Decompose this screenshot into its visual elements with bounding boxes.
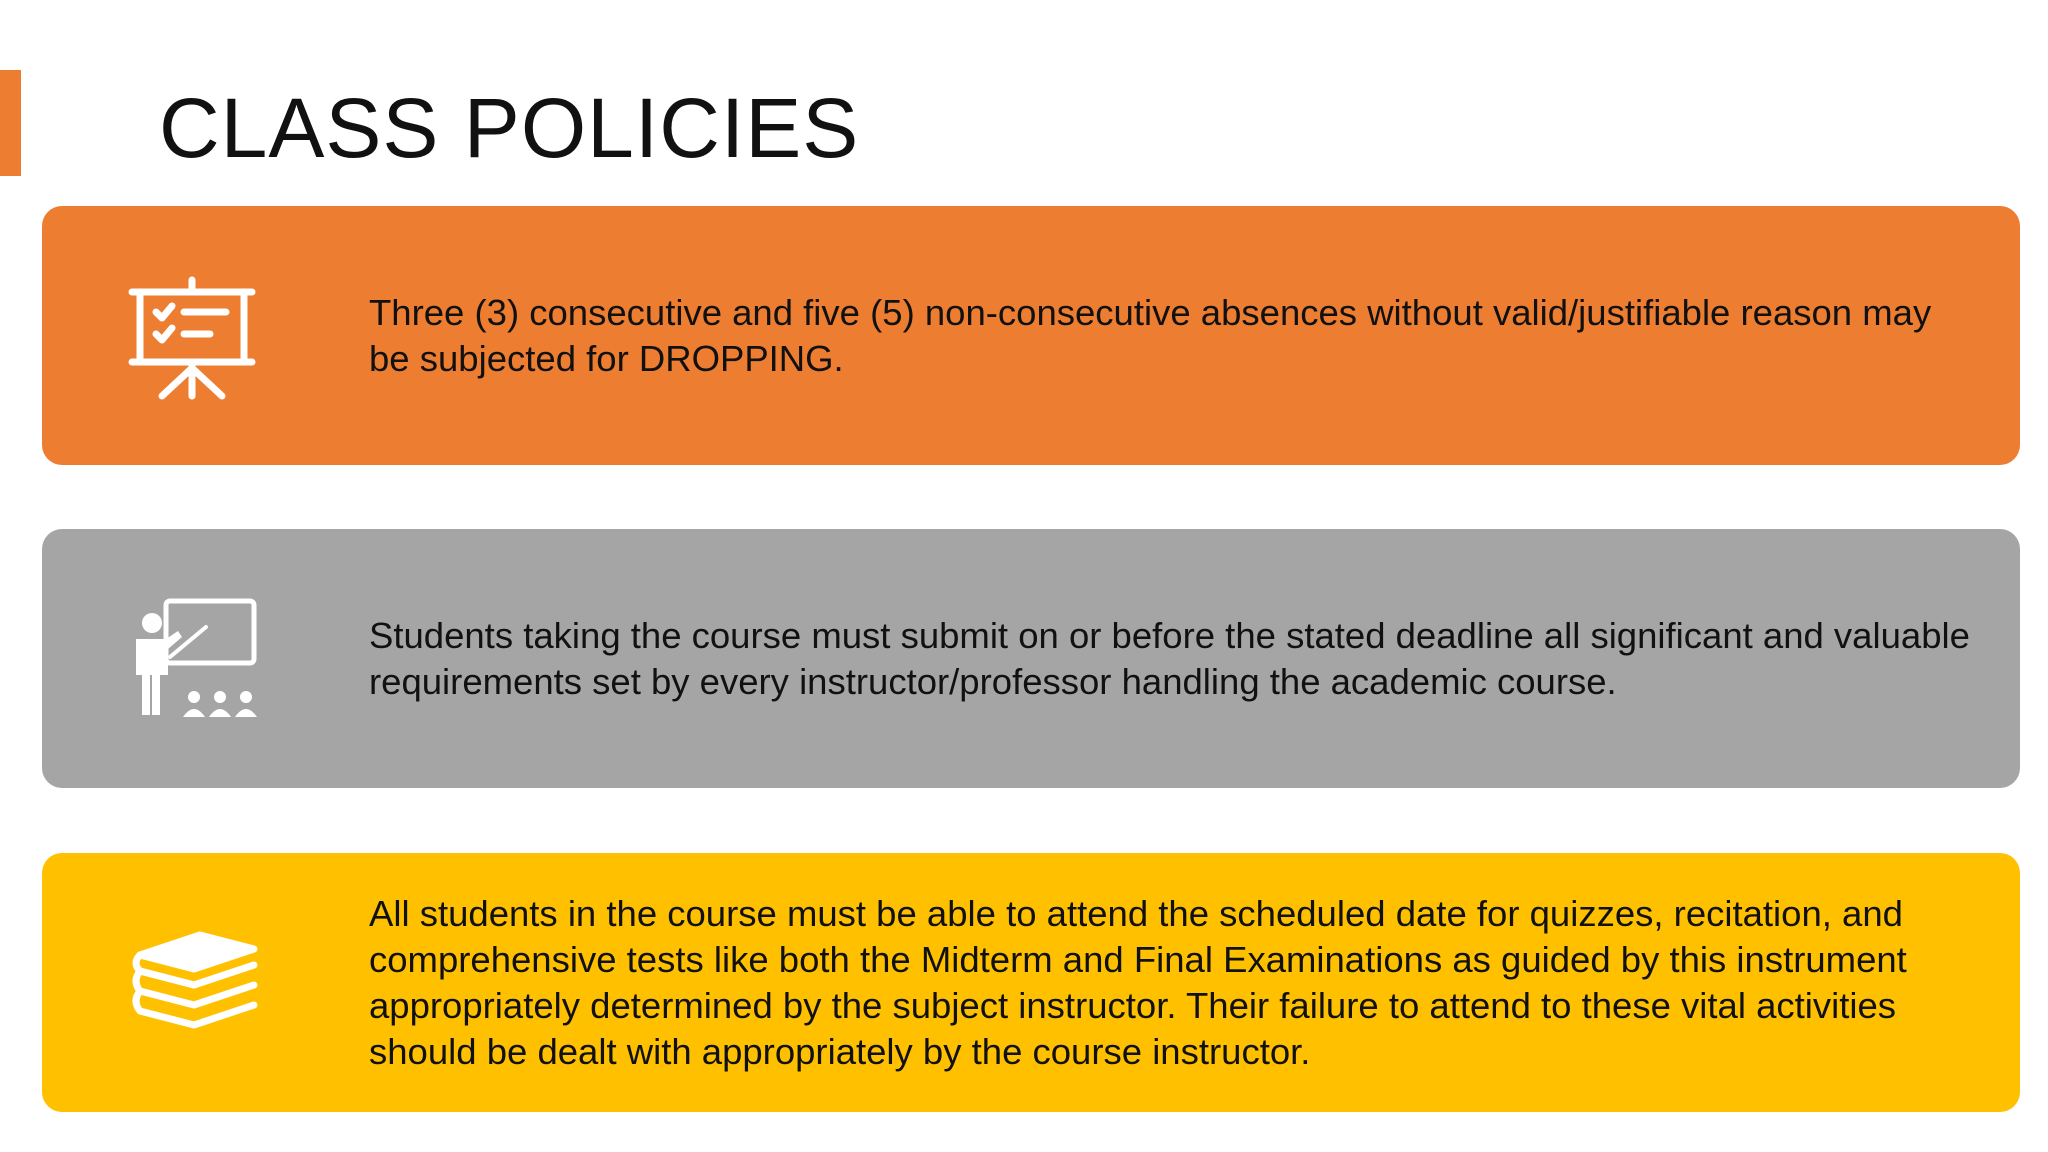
presentation-checklist-icon (122, 266, 262, 406)
policy-text: Students taking the course must submit on or before the stated deadline all significant and valuable requirements set by every instructor/professor handling the academic course. (369, 614, 1970, 702)
policy-card-requirements (42, 529, 2020, 788)
policy-text: Three (3) consecutive and five (5) non-consecutive absences without valid/justifiable reason may be subjected for DROPPING. (369, 291, 1932, 379)
teacher-classroom-icon (122, 589, 262, 729)
policy-card-absences (42, 206, 2020, 465)
books-stack-icon (122, 913, 262, 1053)
title-accent-bar (0, 70, 21, 176)
slide-title: CLASS POLICIES (159, 81, 860, 175)
policy-card-examinations (42, 853, 2020, 1112)
policy-text: All students in the course must be able to attend the scheduled date for quizzes, recitation, and comprehensive tests like both the Midterm and Final Examinations as guided by this instrument appropriately determined by the subject instructor. Their failure to attend to these vital activities should be dealt with appropriately by the course instructor. (369, 892, 1907, 1072)
